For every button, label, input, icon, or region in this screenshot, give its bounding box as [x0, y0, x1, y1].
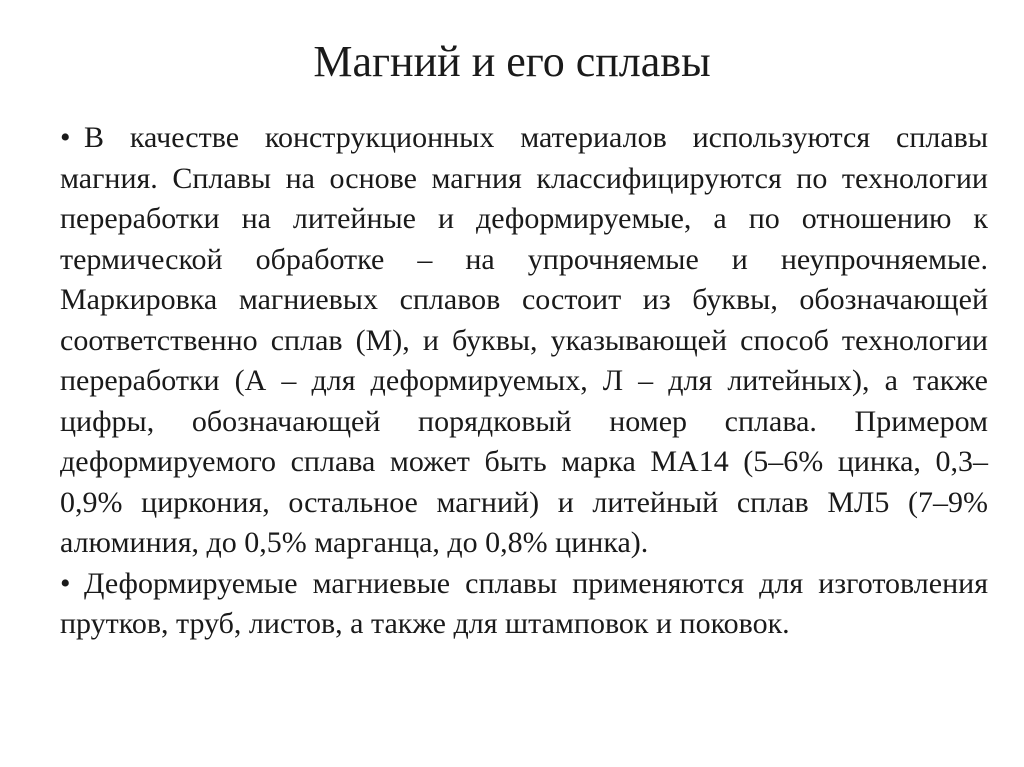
bullet-text: В качестве конструкционных материалов используются сплавы магния. Сплавы на основе магния классифицируются по технологии переработки на литейные и деформируемые, а по отношению к термической обработке – на упрочняемые и неупрочняемые. Маркировка магниевых сплавов состоит из буквы, обозначающей соответственно сплав (М), и буквы, указывающей способ технологии переработки (А – для деформируемых, Л – для литейных), а также цифры, обозначающей порядковый номер сплава. Примером деформируемого сплава может быть марка МА14 (5–6% цинка, 0,3–0,9% циркония, остальное магний) и литейный сплав МЛ5 (7–9% алюминия, до 0,5% марганца, до 0,8% цинка).: [60, 121, 988, 559]
bullet-item: [60, 118, 988, 564]
slide-title: Магний и его сплавы: [313, 37, 711, 86]
bullet-marker: •: [60, 566, 71, 600]
bullet-item: [60, 564, 988, 645]
bullet-list: [60, 118, 988, 645]
bullet-marker: •: [60, 121, 71, 154]
bullet-text: Деформируемые магниевые сплавы применяются для изготовления прутков, труб, листов, а также для штамповок и поковок.: [60, 566, 988, 640]
